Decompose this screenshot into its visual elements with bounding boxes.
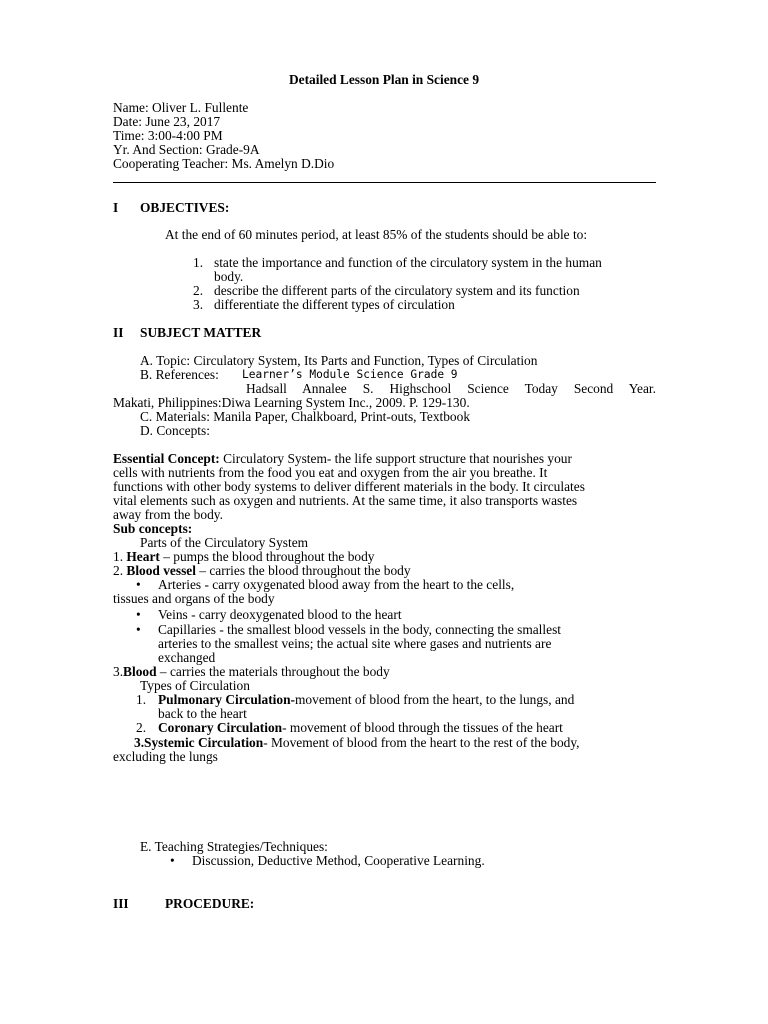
veins-text: Veins - carry deoxygenated blood to the heart (158, 607, 402, 622)
teaching-strategies-item: Discussion, Deductive Method, Cooperative Learning. (192, 853, 485, 868)
systemic-line (134, 736, 580, 750)
coronary-line (158, 721, 563, 735)
heart-line (113, 550, 374, 564)
essential-concept-text: vital elements such as oxygen and nutrients. At the same time, it also transports wastes (113, 493, 578, 508)
list-number: 1. (113, 549, 127, 564)
blood-line (113, 665, 390, 679)
objective-number: 2. (193, 283, 204, 298)
bullet-icon: • (136, 607, 141, 622)
objective-text: differentiate the different types of circulation (214, 297, 455, 312)
topic-line: A. Topic: Circulatory System, Its Parts and Function, Types of Circulation (140, 353, 538, 368)
bullet-icon: • (170, 853, 175, 868)
objective-number: 1. (193, 255, 204, 270)
reference-book: Hadsall Annalee S. Highschool Science Today Second Year. (246, 381, 656, 396)
coronary-definition: - movement of blood through the tissues of the heart (282, 720, 563, 735)
arteries-text-continued: tissues and organs of the body (113, 591, 275, 606)
capillaries-text: Capillaries - the smallest blood vessels in the body, connecting the smallest (158, 622, 561, 637)
coronary-term: Coronary Circulation (158, 720, 283, 735)
objective-text-continued: body. (214, 269, 244, 284)
objectives-heading: OBJECTIVES: (140, 200, 230, 215)
list-number: 3. (113, 664, 124, 679)
section-line: Yr. And Section: Grade-9A (113, 142, 260, 157)
essential-concept-text: cells with nutrients from the food you eat and oxygen from the air you breathe. It (113, 465, 548, 480)
reference-module: Learner’s Module Science Grade 9 (242, 368, 458, 381)
list-number: 1. (136, 692, 147, 707)
blood-definition: – carries the materials throughout the body (156, 664, 390, 679)
bullet-icon: • (136, 577, 141, 592)
pulmonary-definition: movement of blood from the heart, to the lungs, and (295, 692, 575, 707)
blood-term: Blood (123, 664, 157, 679)
blood-vessel-line (113, 564, 411, 578)
procedure-number: III (113, 896, 129, 911)
list-number: 2. (113, 563, 127, 578)
reference-book-continued: Makati, Philippines:Diwa Learning System Inc., 2009. P. 129-130. (113, 395, 470, 410)
systemic-term: 3.Systemic Circulation (134, 735, 264, 750)
essential-concept-text: away from the body. (113, 507, 223, 522)
objectives-number: I (113, 200, 119, 215)
materials-line: C. Materials: Manila Paper, Chalkboard, Print-outs, Textbook (140, 409, 471, 424)
essential-concept-text: Circulatory System- the life support structure that nourishes your (219, 451, 572, 466)
essential-concept-text: functions with other body systems to deliver different materials in the body. It circulates (113, 479, 585, 494)
parts-title: Parts of the Circulatory System (140, 535, 309, 550)
teaching-strategies-title: E. Teaching Strategies/Techniques: (140, 839, 328, 854)
cooperating-teacher-line: Cooperating Teacher: Ms. Amelyn D.Dio (113, 156, 335, 171)
objective-text: state the importance and function of the circulatory system in the human (214, 255, 602, 270)
pulmonary-definition-continued: back to the heart (158, 706, 247, 721)
concepts-line: D. Concepts: (140, 423, 210, 438)
time-line: Time: 3:00-4:00 PM (113, 128, 223, 143)
blood-vessel-term: Blood vessel (126, 563, 196, 578)
header-divider (113, 182, 656, 183)
essential-concept (113, 452, 572, 466)
systemic-definition-continued: excluding the lungs (113, 749, 218, 764)
procedure-heading: PROCEDURE: (165, 896, 255, 911)
sub-concepts-heading: Sub concepts: (113, 521, 193, 536)
list-number: 2. (136, 720, 147, 735)
subject-matter-number: II (113, 325, 124, 340)
types-title: Types of Circulation (140, 678, 250, 693)
references-label: B. References: (140, 367, 219, 382)
subject-matter-heading: SUBJECT MATTER (140, 325, 262, 340)
essential-concept-label: Essential Concept: (113, 451, 220, 466)
capillaries-text-continued: exchanged (158, 650, 216, 665)
pulmonary-line (158, 693, 574, 707)
objective-text: describe the different parts of the circulatory system and its function (214, 283, 580, 298)
systemic-definition: - Movement of blood from the heart to the rest of the body, (263, 735, 580, 750)
name-line: Name: Oliver L. Fullente (113, 100, 249, 115)
objectives-intro: At the end of 60 minutes period, at least 85% of the students should be able to: (165, 227, 588, 242)
pulmonary-term: Pulmonary Circulation- (158, 692, 296, 707)
blood-vessel-definition: – carries the blood throughout the body (195, 563, 411, 578)
document-title: Detailed Lesson Plan in Science 9 (288, 72, 480, 87)
arteries-text: Arteries - carry oxygenated blood away from the heart to the cells, (158, 577, 515, 592)
heart-term: Heart (126, 549, 160, 564)
heart-definition: – pumps the blood throughout the body (159, 549, 375, 564)
date-line: Date: June 23, 2017 (113, 114, 221, 129)
capillaries-text-continued: arteries to the smallest veins; the actual site where gases and nutrients are (158, 636, 552, 651)
objective-number: 3. (193, 297, 204, 312)
bullet-icon: • (136, 622, 141, 637)
